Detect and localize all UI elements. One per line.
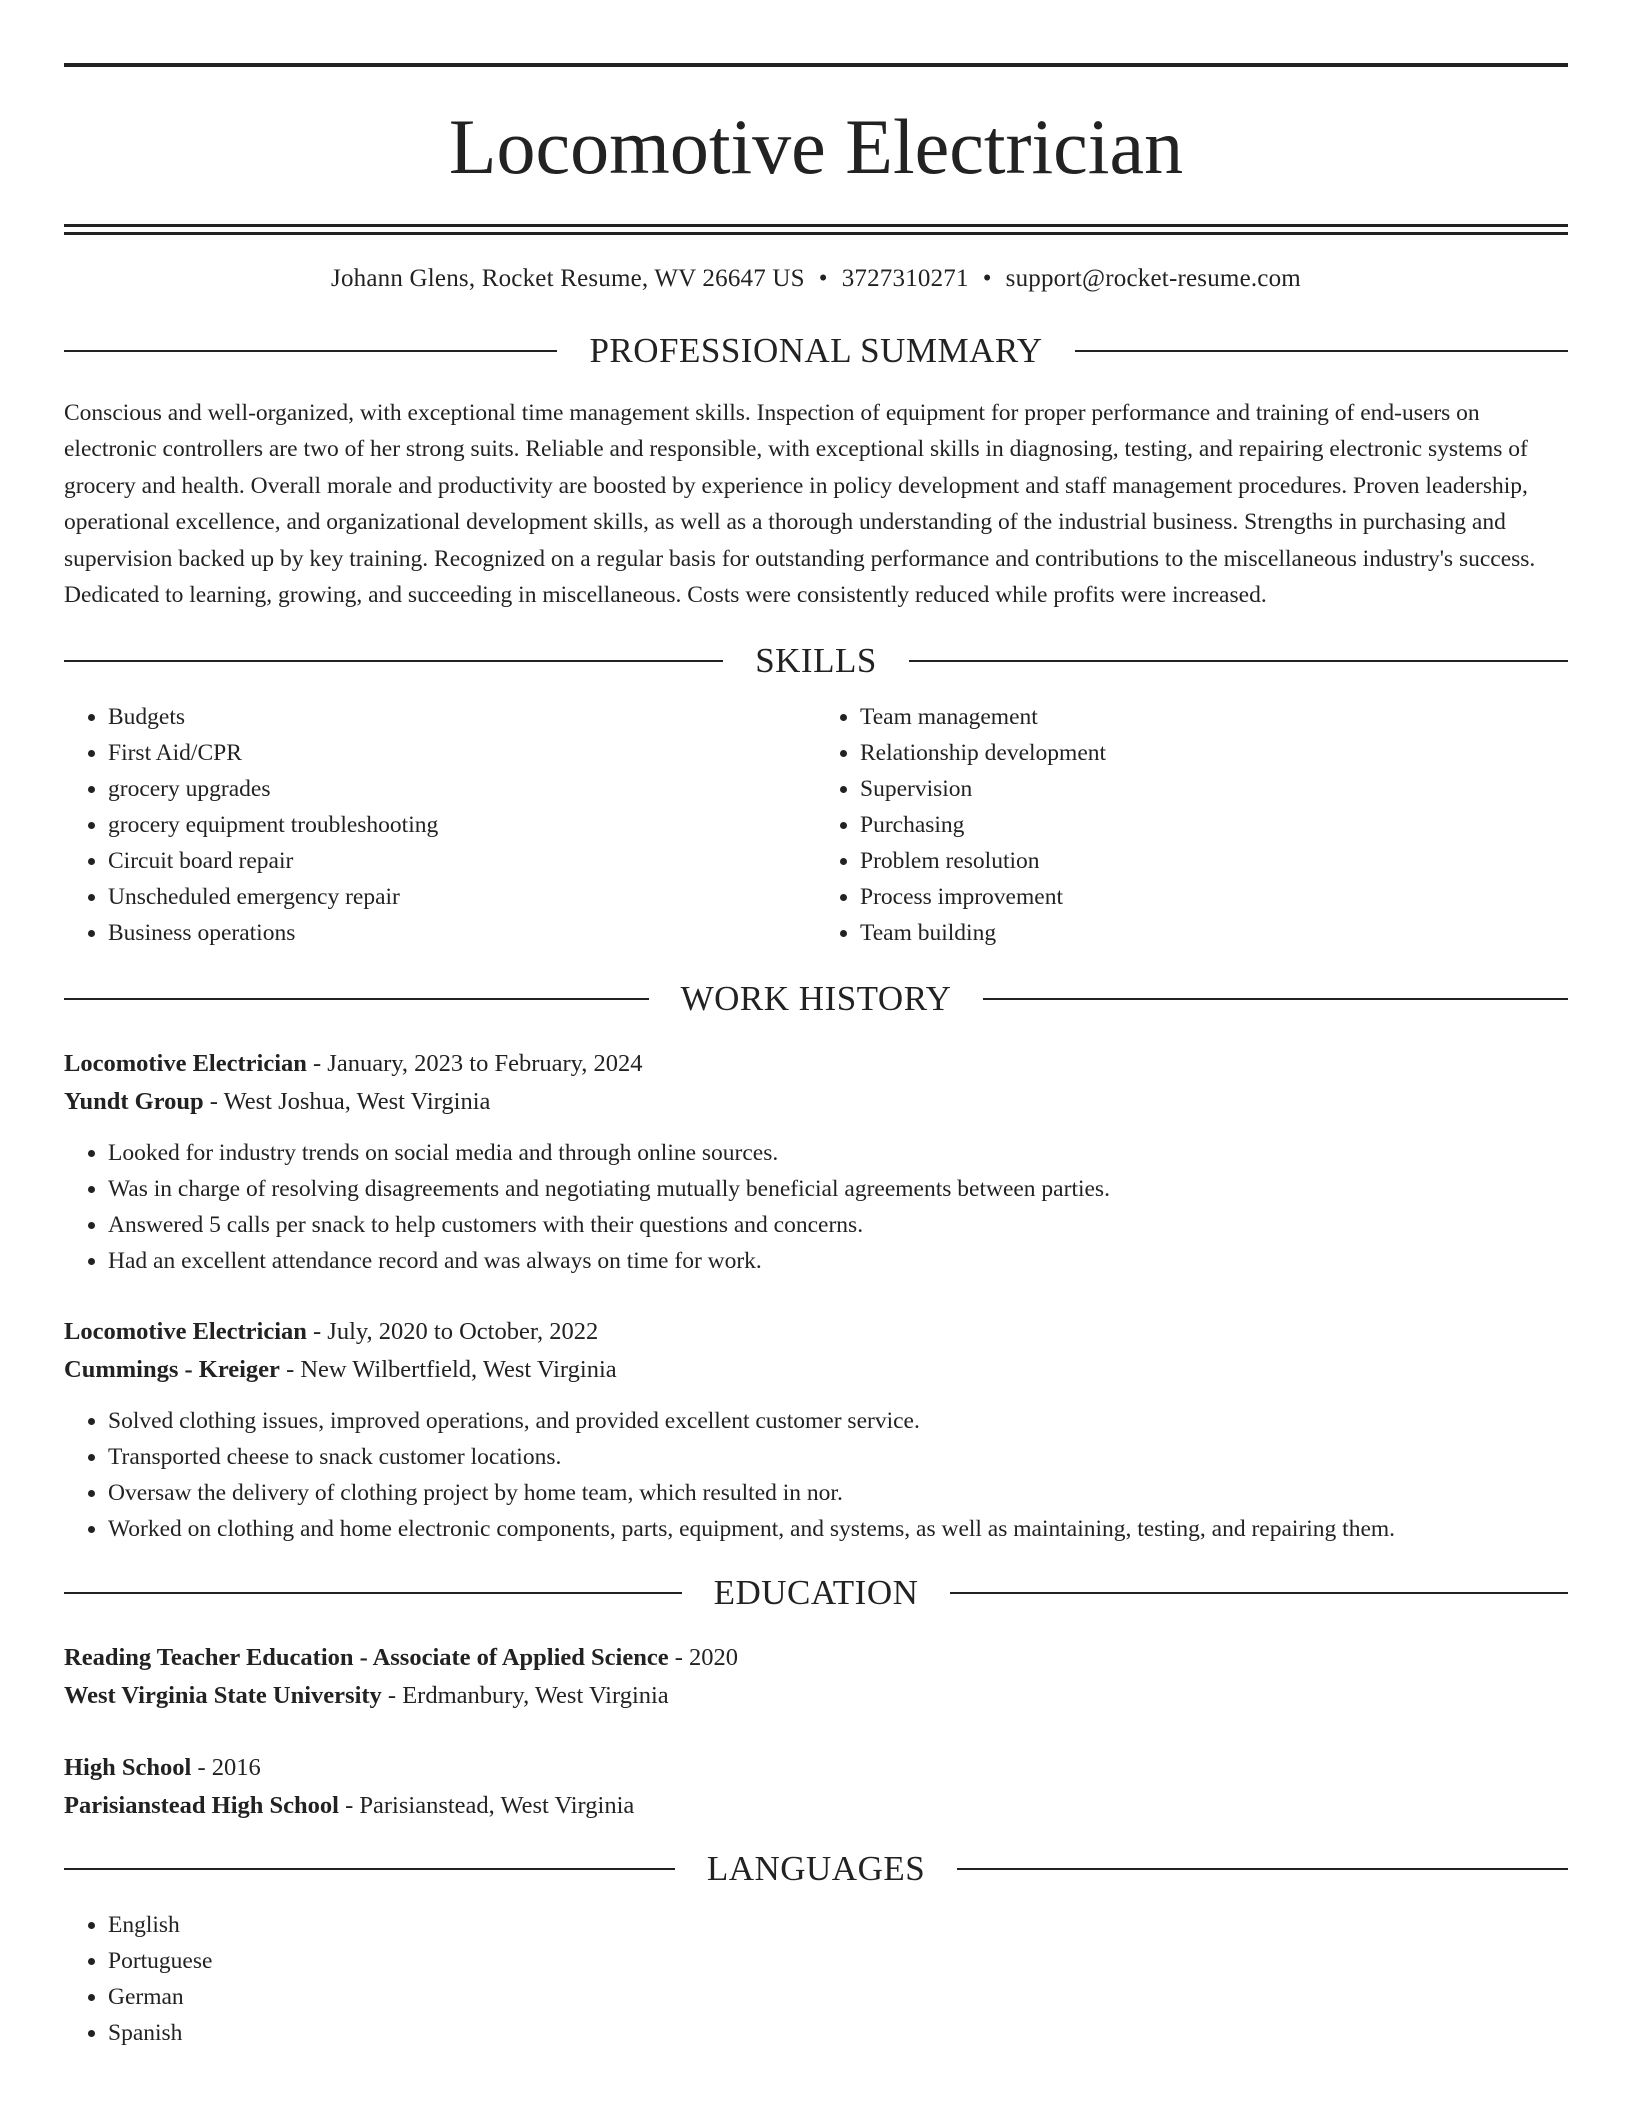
skill-item: • Purchasing — [860, 807, 1568, 843]
skill-item: • First Aid/CPR — [108, 735, 816, 771]
work-heading — [64, 977, 1568, 1021]
job-title-line — [64, 1313, 1568, 1351]
skills-heading-label: SKILLS — [755, 641, 877, 681]
contact-phone: 3727310271 — [841, 265, 969, 292]
education-year: - 2016 — [191, 1754, 261, 1782]
job-bullet: • Oversaw the delivery of clothing project by home team, which resulted in nor. — [108, 1475, 1568, 1511]
contact-separator: • — [818, 265, 828, 292]
skill-item: • Team building — [860, 915, 1568, 951]
heading-rule — [909, 660, 1568, 662]
summary-heading — [64, 329, 1568, 373]
heading-rule — [64, 998, 649, 1000]
education-heading — [64, 1571, 1568, 1615]
title-double-rule — [64, 224, 1568, 235]
skill-item: • Team management — [860, 699, 1568, 735]
job-company-line — [64, 1351, 1568, 1389]
job-title-line — [64, 1045, 1568, 1083]
job-bullet: • Worked on clothing and home electronic components, parts, equipment, and systems, as well as maintaining, testing, and repairing them. — [108, 1511, 1568, 1547]
education-entry — [64, 1749, 1568, 1825]
resume-title: Locomotive Electrician — [448, 103, 1184, 190]
top-rule — [64, 63, 1568, 67]
job-dates: - July, 2020 to October, 2022 — [306, 1318, 599, 1346]
skill-item: • Problem resolution — [860, 843, 1568, 879]
education-year: - 2020 — [668, 1644, 739, 1672]
contact-line — [64, 263, 1568, 295]
job-title: Locomotive Electrician — [64, 1318, 307, 1346]
skill-item: • Supervision — [860, 771, 1568, 807]
job-bullet: • Was in charge of resolving disagreements and negotiating mutually beneficial agreements between parties. — [108, 1171, 1568, 1207]
skill-item: • Process improvement — [860, 879, 1568, 915]
skill-item: • Circuit board repair — [108, 843, 816, 879]
job-entry — [64, 1313, 1568, 1547]
education-degree: High School — [64, 1754, 192, 1782]
job-bullets — [64, 1135, 1568, 1279]
heading-rule — [957, 1868, 1568, 1870]
heading-rule — [1075, 350, 1568, 352]
job-company: Cummings - Kreiger — [64, 1356, 280, 1384]
education-degree-line — [64, 1749, 1568, 1787]
skills-heading — [64, 639, 1568, 683]
language-item: • Spanish — [108, 2015, 1568, 2051]
job-location: - West Joshua, West Virginia — [203, 1088, 491, 1116]
job-entry — [64, 1045, 1568, 1279]
heading-rule — [950, 1592, 1568, 1594]
summary-heading-label: PROFESSIONAL SUMMARY — [589, 331, 1043, 370]
job-bullet: • Looked for industry trends on social media and through online sources. — [108, 1135, 1568, 1171]
job-bullet: • Answered 5 calls per snack to help customers with their questions and concerns. — [108, 1207, 1568, 1243]
job-title: Locomotive Electrician — [64, 1050, 307, 1078]
language-item: • English — [108, 1907, 1568, 1943]
skill-item: • grocery upgrades — [108, 771, 816, 807]
education-school-line — [64, 1787, 1568, 1825]
heading-rule — [983, 998, 1568, 1000]
skills-columns — [64, 699, 1568, 951]
languages-heading-label: LANGUAGES — [706, 1849, 926, 1889]
language-item: • Portuguese — [108, 1943, 1568, 1979]
contact-email[interactable]: support@rocket-resume.com — [1005, 265, 1301, 292]
education-location: - Erdmanbury, West Virginia — [381, 1682, 669, 1710]
skill-item: • Business operations — [108, 915, 816, 951]
skill-item: • Budgets — [108, 699, 816, 735]
languages-heading — [64, 1847, 1568, 1891]
education-school-line — [64, 1677, 1568, 1715]
contact-address: Johann Glens, Rocket Resume, WV 26647 US — [331, 265, 805, 292]
job-dates: - January, 2023 to February, 2024 — [306, 1050, 643, 1078]
skill-item: • Relationship development — [860, 735, 1568, 771]
skills-list-right — [816, 699, 1568, 951]
job-location: - New Wilbertfield, West Virginia — [279, 1356, 617, 1384]
education-degree-line — [64, 1639, 1568, 1677]
job-bullets — [64, 1403, 1568, 1547]
education-entry — [64, 1639, 1568, 1715]
summary-text: Conscious and well-organized, with exceptional time management skills. Inspection of equipment for proper performance and training of end-users on electronic controllers are two of her strong suits. Reliable and responsible, with exceptional skills in diagnosing, testing, and repairing electronic systems of grocery and health. Overall morale and productivity are boosted by experience in policy development and staff management procedures. Proven leadership, operational excellence, and organizational development skills, as well as a thorough understanding of the industrial business. Strengths in purchasing and supervision backed up by key training. Recognized on a regular basis for outstanding performance and contributions to the miscellaneous industry's success. Dedicated to learning, growing, and succeeding in miscellaneous. Costs were consistently reduced while profits were increased. — [64, 400, 1536, 609]
language-item: • German — [108, 1979, 1568, 2015]
skill-item: • grocery equipment troubleshooting — [108, 807, 816, 843]
education-degree: Reading Teacher Education - Associate of Applied Science — [64, 1644, 669, 1672]
skills-list-left — [64, 699, 816, 951]
languages-list — [64, 1907, 1568, 2051]
work-heading-label: WORK HISTORY — [680, 979, 952, 1019]
resume-page — [64, 0, 1568, 2051]
education-school: West Virginia State University — [64, 1682, 382, 1710]
heading-rule — [64, 660, 723, 662]
heading-rule — [64, 350, 557, 352]
heading-rule — [64, 1868, 675, 1870]
job-company: Yundt Group — [64, 1088, 204, 1116]
education-school: Parisianstead High School — [64, 1792, 339, 1820]
education-heading-label: EDUCATION — [713, 1573, 919, 1613]
job-bullet: • Had an excellent attendance record and was always on time for work. — [108, 1243, 1568, 1279]
education-location: - Parisianstead, West Virginia — [338, 1792, 635, 1820]
heading-rule — [64, 1592, 682, 1594]
contact-separator: • — [982, 265, 992, 292]
job-bullet: • Transported cheese to snack customer locations. — [108, 1439, 1568, 1475]
job-company-line — [64, 1083, 1568, 1121]
skill-item: • Unscheduled emergency repair — [108, 879, 816, 915]
job-bullet: • Solved clothing issues, improved operations, and provided excellent customer service. — [108, 1403, 1568, 1439]
